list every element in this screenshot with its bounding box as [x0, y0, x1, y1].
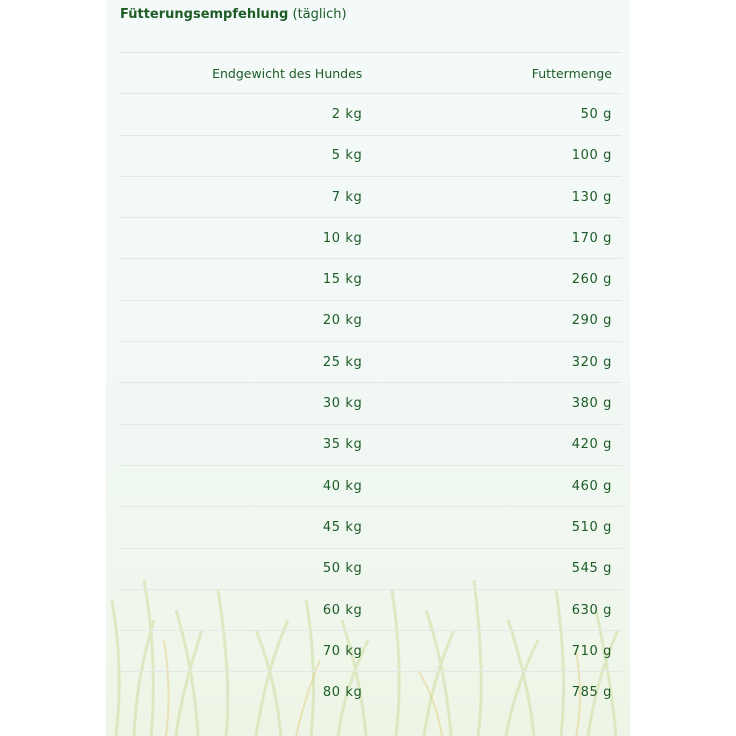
amount-cell: 630 g [372, 589, 622, 630]
table-row [120, 383, 622, 424]
table-row [120, 259, 622, 300]
table-row [120, 465, 622, 506]
table-row [120, 631, 622, 672]
amount-cell: 260 g [372, 259, 622, 300]
table-row [120, 135, 622, 176]
weight-cell: 35 kg [120, 424, 372, 465]
table-row [120, 672, 622, 713]
weight-cell: 50 kg [120, 548, 372, 589]
amount-cell: 710 g [372, 631, 622, 672]
amount-cell: 510 g [372, 507, 622, 548]
feeding-heading [120, 7, 347, 22]
amount-cell: 170 g [372, 218, 622, 259]
table-row [120, 424, 622, 465]
weight-cell: 15 kg [120, 259, 372, 300]
table-row [120, 507, 622, 548]
table-row [120, 176, 622, 217]
weight-cell: 5 kg [120, 135, 372, 176]
amount-cell: 545 g [372, 548, 622, 589]
table-row [120, 342, 622, 383]
table-row [120, 94, 622, 135]
weight-cell: 20 kg [120, 300, 372, 341]
feeding-panel [106, 0, 630, 736]
weight-cell: 7 kg [120, 176, 372, 217]
amount-cell: 130 g [372, 176, 622, 217]
heading-qualifier: (täglich) [292, 7, 347, 22]
feeding-table [120, 52, 622, 713]
amount-cell: 320 g [372, 342, 622, 383]
weight-cell: 60 kg [120, 589, 372, 630]
table-row [120, 218, 622, 259]
weight-cell: 70 kg [120, 631, 372, 672]
amount-cell: 290 g [372, 300, 622, 341]
table-row [120, 589, 622, 630]
amount-cell: 785 g [372, 672, 622, 713]
column-header-weight: Endgewicht des Hundes [120, 53, 372, 94]
amount-cell: 50 g [372, 94, 622, 135]
weight-cell: 30 kg [120, 383, 372, 424]
table-row [120, 548, 622, 589]
amount-cell: 380 g [372, 383, 622, 424]
weight-cell: 25 kg [120, 342, 372, 383]
column-header-amount: Futtermenge [372, 53, 622, 94]
amount-cell: 460 g [372, 465, 622, 506]
weight-cell: 40 kg [120, 465, 372, 506]
weight-cell: 2 kg [120, 94, 372, 135]
weight-cell: 80 kg [120, 672, 372, 713]
weight-cell: 10 kg [120, 218, 372, 259]
weight-cell: 45 kg [120, 507, 372, 548]
amount-cell: 100 g [372, 135, 622, 176]
amount-cell: 420 g [372, 424, 622, 465]
table-header-row [120, 53, 622, 94]
heading-title: Fütterungsempfehlung [120, 7, 289, 22]
table-row [120, 300, 622, 341]
